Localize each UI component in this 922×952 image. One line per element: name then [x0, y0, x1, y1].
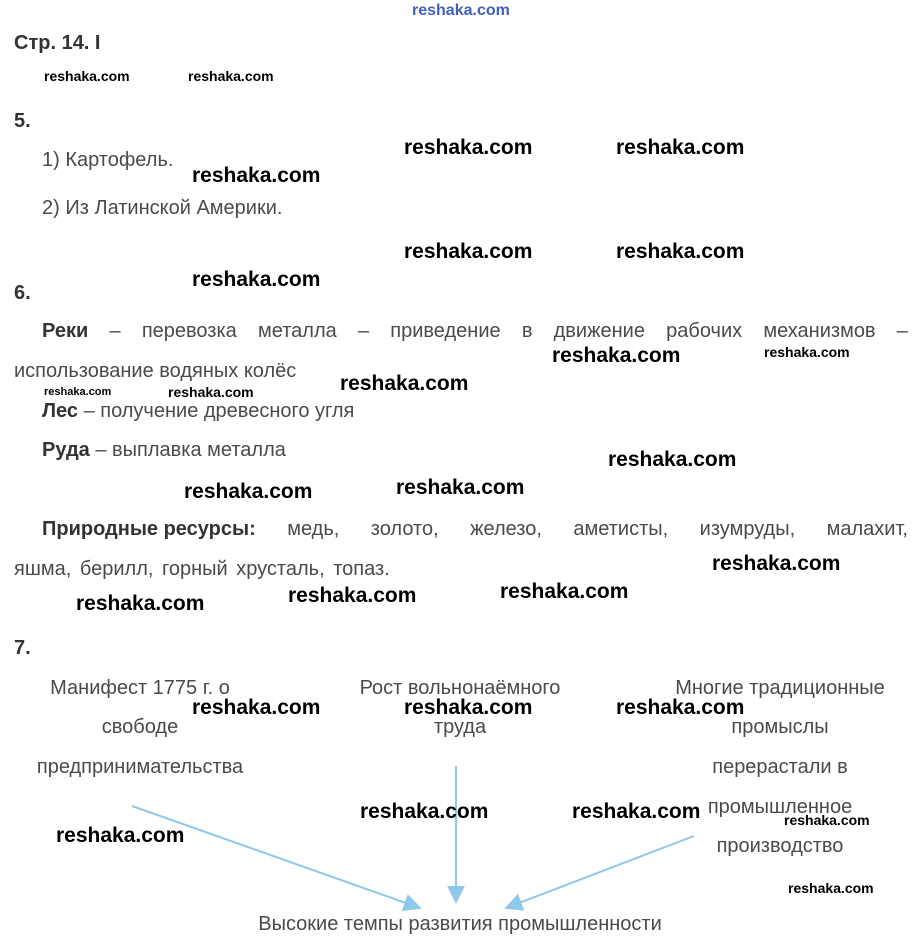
- resource-item: горный: [161, 558, 228, 580]
- watermark: reshaka.com: [784, 812, 870, 828]
- watermark: reshaka.com: [764, 344, 850, 360]
- watermark: reshaka.com: [76, 592, 205, 615]
- resource-item: топаз.: [333, 558, 390, 580]
- rivers-line-2: использование водяных колёс: [14, 360, 297, 382]
- rivers-word: металла: [258, 320, 337, 342]
- arrow-right-to-result: [506, 836, 694, 908]
- page-title: Стр. 14. I: [14, 32, 101, 54]
- watermark: reshaka.com: [404, 240, 533, 263]
- watermark: reshaka.com: [404, 696, 533, 719]
- resource-item: малахит,: [826, 518, 908, 540]
- q5-answer-2: 2) Из Латинской Америки.: [42, 197, 283, 219]
- right-box-line: перерастали в: [712, 756, 848, 778]
- watermark: reshaka.com: [168, 384, 254, 400]
- resource-item: хрусталь,: [236, 558, 325, 580]
- right-box-line: производство: [716, 835, 844, 857]
- resource-item: аметисты,: [573, 518, 669, 540]
- watermark: reshaka.com: [188, 68, 274, 84]
- left-box-line: Манифест 1775 г. о: [50, 677, 230, 699]
- watermark: reshaka.com: [712, 552, 841, 575]
- watermark: reshaka.com: [616, 136, 745, 159]
- watermark: reshaka.com: [616, 240, 745, 263]
- result-box: Высокие темпы развития промышленности: [258, 913, 662, 935]
- question-5-number: 5.: [14, 110, 31, 132]
- rivers-word: в: [521, 320, 533, 342]
- middle-box-line: Рост вольнонаёмного: [359, 677, 561, 699]
- watermark: reshaka.com: [404, 136, 533, 159]
- right-box-line: Многие традиционные: [675, 677, 885, 699]
- watermark: reshaka.com: [192, 696, 321, 719]
- watermark: reshaka.com: [572, 800, 701, 823]
- resource-item: железо,: [470, 518, 542, 540]
- rivers-word: –: [896, 320, 908, 342]
- watermark: reshaka.com: [184, 480, 313, 503]
- watermark: reshaka.com: [360, 800, 489, 823]
- rivers-word: движение: [553, 320, 645, 342]
- watermark: reshaka.com: [500, 580, 629, 603]
- question-7-number: 7.: [14, 637, 31, 659]
- resource-item: медь,: [287, 518, 340, 540]
- left-box-line: предпринимательства: [36, 756, 244, 778]
- forest-term: Лес: [42, 400, 79, 422]
- watermark: reshaka.com: [192, 164, 321, 187]
- resource-item: золото,: [370, 518, 439, 540]
- q5-answer-1: 1) Картофель.: [42, 149, 174, 171]
- resource-item: яшма,: [14, 558, 72, 580]
- watermark: reshaka.com: [788, 880, 874, 896]
- middle-box-line: труда: [433, 716, 487, 738]
- rivers-word: рабочих: [666, 320, 743, 342]
- right-box-line: промыслы: [731, 716, 829, 738]
- watermark: reshaka.com: [44, 386, 112, 398]
- rivers-word: механизмов: [763, 320, 876, 342]
- watermark: reshaka.com: [44, 68, 130, 84]
- watermark: reshaka.com: [288, 584, 417, 607]
- rivers-word: –: [357, 320, 370, 342]
- forest-text: – получение древесного угля: [78, 400, 355, 422]
- resources-term: Природные ресурсы:: [42, 518, 256, 540]
- question-6-number: 6.: [14, 282, 31, 304]
- rivers-word: перевозка: [141, 320, 237, 342]
- ore-term: Руда: [42, 439, 90, 461]
- site-link[interactable]: reshaka.com: [412, 2, 510, 19]
- resource-item: берилл,: [79, 558, 154, 580]
- watermark: reshaka.com: [192, 268, 321, 291]
- watermark: reshaka.com: [552, 344, 681, 367]
- resource-item: изумруды,: [699, 518, 796, 540]
- rivers-term: Реки: [42, 320, 89, 342]
- ore-text: – выплавка металла: [89, 439, 286, 461]
- watermark: reshaka.com: [340, 372, 469, 395]
- watermark: reshaka.com: [396, 476, 525, 499]
- right-box-line: промышленное: [707, 796, 853, 818]
- watermark: reshaka.com: [616, 696, 745, 719]
- rivers-word: –: [109, 320, 121, 342]
- watermark: reshaka.com: [56, 824, 185, 847]
- left-box-line: свободе: [101, 716, 179, 738]
- rivers-word: приведение: [390, 320, 501, 342]
- watermark: reshaka.com: [608, 448, 737, 471]
